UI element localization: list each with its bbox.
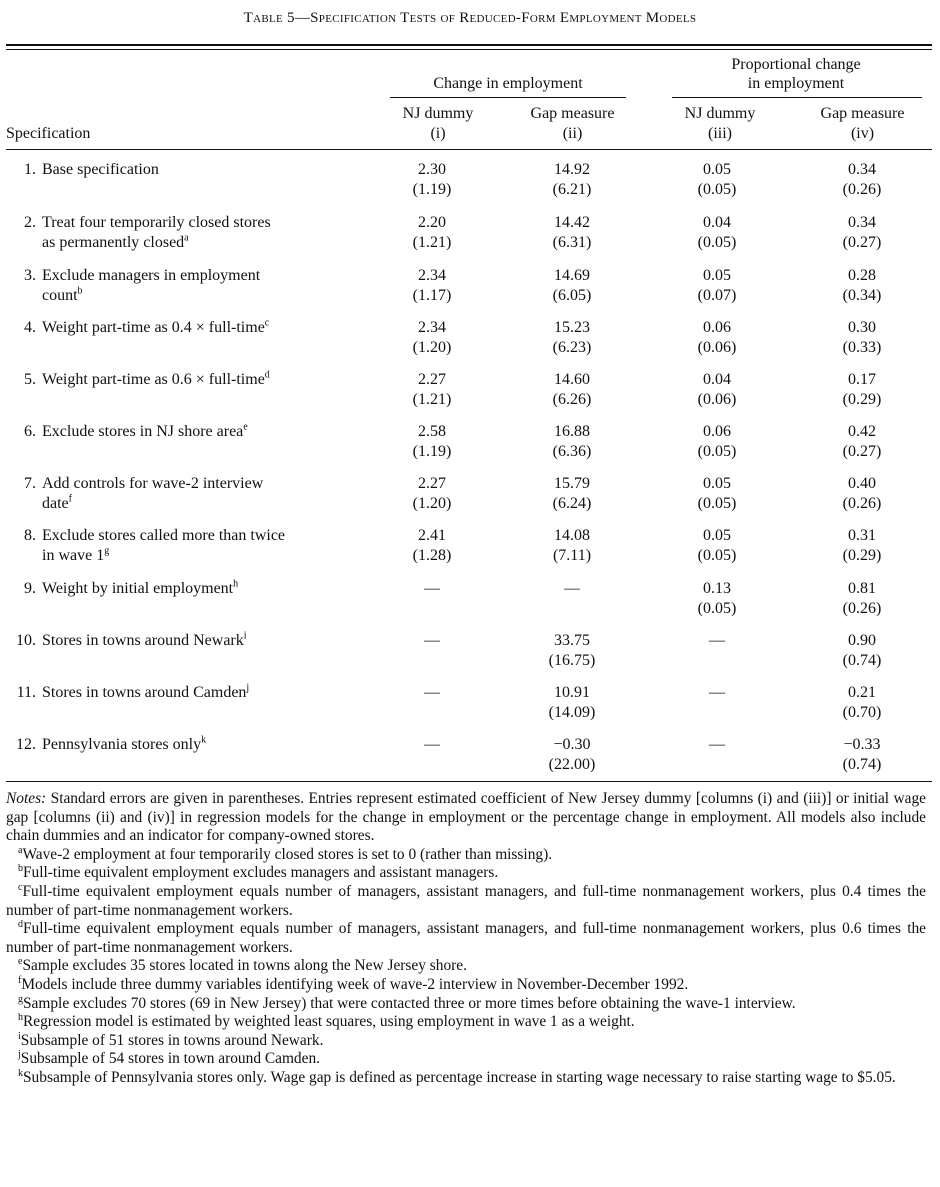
spec-text: Stores in towns around Camden bbox=[42, 684, 247, 701]
coefficient-cell: 0.34 bbox=[848, 214, 876, 231]
col-header-1-index: (i) bbox=[430, 125, 446, 142]
spec-line-1 bbox=[14, 526, 285, 546]
spec-number: 5. bbox=[24, 371, 36, 388]
spec-text-continued: in wave 1 bbox=[42, 547, 105, 564]
coefficient-cell: 14.69 bbox=[554, 267, 590, 284]
spec-text: Weight part-time as 0.4 × full-time bbox=[42, 319, 265, 336]
standard-error-cell: (0.26) bbox=[842, 181, 882, 198]
spec-text: Pennsylvania stores only bbox=[42, 736, 202, 753]
standard-error-cell: (0.26) bbox=[842, 600, 882, 617]
coefficient-cell: — bbox=[424, 632, 440, 649]
standard-error-cell: (1.17) bbox=[412, 287, 452, 304]
standard-error-cell: (6.26) bbox=[552, 391, 592, 408]
spec-text: Exclude stores called more than twice bbox=[42, 527, 286, 544]
spec-line-2 bbox=[14, 286, 260, 306]
footnote-marker: b bbox=[18, 863, 23, 875]
coefficient-cell: 2.34 bbox=[418, 267, 446, 284]
footnote-text: Full-time equivalent employment excludes managers and assistant managers. bbox=[23, 864, 499, 882]
footnote-marker: e bbox=[18, 956, 23, 968]
footnote-marker: g bbox=[104, 545, 110, 557]
col-header-4-index: (iv) bbox=[850, 125, 875, 142]
coefficient-cell: 0.06 bbox=[703, 319, 731, 336]
footnote-marker: g bbox=[18, 993, 23, 1005]
spec-line-1 bbox=[14, 474, 263, 494]
spec-cell bbox=[14, 526, 285, 566]
footnote-text: Subsample of 51 stores in towns around Newark. bbox=[20, 1031, 324, 1049]
footnote-marker: h bbox=[233, 578, 239, 590]
footnote bbox=[6, 846, 926, 865]
spec-line-1 bbox=[14, 683, 249, 703]
coefficient-cell: 0.04 bbox=[703, 371, 731, 388]
spec-cell bbox=[14, 579, 238, 599]
coefficient-cell: — bbox=[709, 632, 725, 649]
spec-cell bbox=[14, 266, 260, 306]
coefficient-cell: 0.42 bbox=[848, 423, 876, 440]
footnote-marker: a bbox=[18, 844, 23, 856]
spec-number: 4. bbox=[24, 319, 36, 336]
coefficient-cell: 2.27 bbox=[418, 475, 446, 492]
col-header-1-name: NJ dummy bbox=[402, 105, 474, 122]
coefficient-cell: 0.21 bbox=[848, 684, 876, 701]
footnote bbox=[6, 1032, 926, 1051]
spec-text: Treat four temporarily closed stores bbox=[42, 214, 271, 231]
spec-line-1 bbox=[14, 631, 247, 651]
standard-error-cell: (6.21) bbox=[552, 181, 592, 198]
coefficient-cell: 0.04 bbox=[703, 214, 731, 231]
group-header-proportional-1: Proportional change bbox=[731, 56, 861, 73]
coefficient-cell: 0.40 bbox=[848, 475, 876, 492]
standard-error-cell: (6.24) bbox=[552, 495, 592, 512]
top-rule-2 bbox=[6, 49, 932, 50]
spec-number: 2. bbox=[24, 214, 36, 231]
spec-cell bbox=[14, 474, 263, 514]
coefficient-cell: 0.05 bbox=[703, 527, 731, 544]
table-title: Table 5—Specification Tests of Reduced-Form Employment Models bbox=[243, 10, 697, 26]
spec-cell bbox=[14, 213, 271, 253]
footnote-marker: i bbox=[243, 630, 247, 642]
spec-cell bbox=[14, 735, 206, 755]
spec-number: 11. bbox=[16, 684, 36, 701]
footnote-text: Full-time equivalent employment equals number of managers, assistant managers, and full-time nonmanagement workers, plus 0.6 times the number of part-time nonmanagement workers. bbox=[6, 920, 926, 956]
coefficient-cell: 14.42 bbox=[554, 214, 590, 231]
coefficient-cell: — bbox=[424, 684, 440, 701]
standard-error-cell: (0.29) bbox=[842, 547, 882, 564]
coefficient-cell: −0.33 bbox=[843, 736, 881, 753]
footnote bbox=[6, 1050, 926, 1069]
col-header-4-name: Gap measure bbox=[820, 105, 905, 122]
table-notes bbox=[6, 790, 926, 1088]
spec-text: Exclude managers in employment bbox=[42, 267, 261, 284]
footnote bbox=[6, 883, 926, 920]
footnote bbox=[6, 976, 926, 995]
footnote bbox=[6, 957, 926, 976]
spec-text-continued: count bbox=[42, 287, 78, 304]
spec-number: 8. bbox=[24, 527, 36, 544]
spec-line-2 bbox=[14, 494, 263, 514]
spec-line-2 bbox=[14, 546, 285, 566]
coefficient-cell: 16.88 bbox=[554, 423, 590, 440]
spec-text: Base specification bbox=[42, 161, 159, 178]
standard-error-cell: (0.29) bbox=[842, 391, 882, 408]
coefficient-cell: 15.23 bbox=[554, 319, 590, 336]
spec-cell bbox=[14, 631, 247, 651]
spec-cell bbox=[14, 370, 270, 390]
coefficient-cell: 2.27 bbox=[418, 371, 446, 388]
standard-error-cell: (6.31) bbox=[552, 234, 592, 251]
group-rule-change bbox=[390, 97, 626, 98]
footnote-marker: f bbox=[68, 493, 72, 505]
standard-error-cell: (1.19) bbox=[412, 443, 452, 460]
coefficient-cell: 14.92 bbox=[554, 161, 590, 178]
standard-error-cell: (0.34) bbox=[842, 287, 882, 304]
spec-number: 1. bbox=[24, 161, 36, 178]
standard-error-cell: (0.06) bbox=[697, 391, 737, 408]
spec-text: Add controls for wave-2 interview bbox=[42, 475, 264, 492]
spec-text-continued: date bbox=[42, 495, 69, 512]
coefficient-cell: 2.58 bbox=[418, 423, 446, 440]
spec-line-2 bbox=[14, 233, 271, 253]
footnote bbox=[6, 995, 926, 1014]
coefficient-cell: 2.30 bbox=[418, 161, 446, 178]
footnote-marker: f bbox=[18, 974, 22, 986]
footnote bbox=[6, 864, 926, 883]
spec-number: 6. bbox=[24, 423, 36, 440]
coefficient-cell: 2.34 bbox=[418, 319, 446, 336]
coefficient-cell: 2.20 bbox=[418, 214, 446, 231]
standard-error-cell: (1.19) bbox=[412, 181, 452, 198]
footnote-text: Subsample of 54 stores in town around Camden. bbox=[20, 1050, 321, 1068]
standard-error-cell: (0.74) bbox=[842, 652, 882, 669]
spec-number: 3. bbox=[24, 267, 36, 284]
coefficient-cell: 14.08 bbox=[554, 527, 590, 544]
standard-error-cell: (7.11) bbox=[552, 547, 592, 564]
coefficient-cell: 0.30 bbox=[848, 319, 876, 336]
coefficient-cell: 33.75 bbox=[554, 632, 590, 649]
footnote-marker: i bbox=[18, 1030, 21, 1042]
spec-line-1 bbox=[14, 213, 271, 233]
coefficient-cell: 10.91 bbox=[554, 684, 590, 701]
standard-error-cell: (6.23) bbox=[552, 339, 592, 356]
coefficient-cell: 15.79 bbox=[554, 475, 590, 492]
footnote-marker: k bbox=[18, 1067, 23, 1079]
standard-error-cell: (0.33) bbox=[842, 339, 882, 356]
standard-error-cell: (22.00) bbox=[548, 756, 596, 773]
col-header-3-index: (iii) bbox=[708, 125, 732, 142]
footnote-marker: j bbox=[18, 1049, 21, 1061]
footnote-marker: a bbox=[184, 232, 189, 244]
footnote-text: Subsample of Pennsylvania stores only. Wage gap is defined as percentage increase in starting wage necessary to raise starting wage to $5.05. bbox=[23, 1068, 896, 1086]
spec-cell bbox=[14, 683, 249, 703]
spec-line-1 bbox=[14, 266, 260, 286]
standard-error-cell: (14.09) bbox=[548, 704, 596, 721]
top-rule bbox=[6, 44, 932, 46]
coefficient-cell: 0.31 bbox=[848, 527, 876, 544]
standard-error-cell: (16.75) bbox=[548, 652, 596, 669]
coefficient-cell: 0.05 bbox=[703, 267, 731, 284]
notes-lead: Notes: bbox=[6, 790, 47, 807]
standard-error-cell: (1.21) bbox=[412, 391, 452, 408]
spec-number: 12. bbox=[16, 736, 36, 753]
standard-error-cell: (0.74) bbox=[842, 756, 882, 773]
footnote-marker: j bbox=[246, 682, 250, 694]
footnote-marker: e bbox=[243, 421, 248, 433]
footnotes-list bbox=[6, 846, 926, 1088]
footnote-text: Regression model is estimated by weighted least squares, using employment in wave 1 as a weight. bbox=[23, 1013, 635, 1031]
spec-line-1 bbox=[14, 735, 206, 755]
coefficient-cell: 0.90 bbox=[848, 632, 876, 649]
notes-main-text: Standard errors are given in parentheses. Entries represent estimated coefficient of New Jersey dummy [columns (i) and (iii)] or initial wage gap [columns (ii) and (iv)] in regression models for the change in employment or the percentage change in employment. All models also include chain dummies and an indicator for company-owned stores. bbox=[6, 790, 926, 845]
standard-error-cell: (0.05) bbox=[697, 181, 737, 198]
spec-number: 7. bbox=[24, 475, 36, 492]
spec-text: Weight part-time as 0.6 × full-time bbox=[42, 371, 265, 388]
group-rule-proportional bbox=[672, 97, 922, 98]
spec-number: 9. bbox=[24, 580, 36, 597]
spec-cell bbox=[14, 422, 248, 442]
standard-error-cell: (0.26) bbox=[842, 495, 882, 512]
spec-text-continued: as permanently closed bbox=[42, 234, 185, 251]
coefficient-cell: — bbox=[424, 736, 440, 753]
col-header-3-name: NJ dummy bbox=[684, 105, 756, 122]
spec-line-1 bbox=[14, 160, 159, 180]
coefficient-cell: 0.28 bbox=[848, 267, 876, 284]
spec-cell bbox=[14, 160, 159, 180]
footnote-marker: k bbox=[201, 734, 207, 746]
standard-error-cell: (1.28) bbox=[412, 547, 452, 564]
spec-header: Specification bbox=[6, 125, 91, 142]
standard-error-cell: (0.70) bbox=[842, 704, 882, 721]
standard-error-cell: (0.05) bbox=[697, 547, 737, 564]
footnote-text: Full-time equivalent employment equals number of managers, assistant managers, and full-time nonmanagement workers, plus 0.4 times the number of part-time nonmanagement workers. bbox=[6, 882, 926, 919]
spec-text: Stores in towns around Newark bbox=[42, 632, 244, 649]
footnote-marker: d bbox=[264, 369, 270, 381]
coefficient-cell: 0.13 bbox=[703, 580, 731, 597]
coefficient-cell: 2.41 bbox=[418, 527, 446, 544]
coefficient-cell: 0.06 bbox=[703, 423, 731, 440]
standard-error-cell: (1.21) bbox=[412, 234, 452, 251]
footnote-marker: b bbox=[77, 285, 83, 297]
coefficient-cell: 0.17 bbox=[848, 371, 876, 388]
standard-error-cell: (0.05) bbox=[697, 600, 737, 617]
footnote-text: Wave-2 employment at four temporarily closed stores is set to 0 (rather than missing). bbox=[22, 845, 553, 863]
coefficient-cell: 14.60 bbox=[554, 371, 590, 388]
standard-error-cell: (0.05) bbox=[697, 495, 737, 512]
spec-line-1 bbox=[14, 370, 270, 390]
standard-error-cell: (6.36) bbox=[552, 443, 592, 460]
standard-error-cell: (6.05) bbox=[552, 287, 592, 304]
footnote bbox=[6, 920, 926, 957]
coefficient-cell: — bbox=[709, 684, 725, 701]
coefficient-cell: −0.30 bbox=[553, 736, 591, 753]
group-header-proportional-2: in employment bbox=[747, 75, 845, 92]
footnote-marker: c bbox=[264, 317, 270, 329]
bottom-rule bbox=[6, 781, 932, 782]
coefficient-cell: 0.05 bbox=[703, 161, 731, 178]
footnote bbox=[6, 1013, 926, 1032]
standard-error-cell: (0.06) bbox=[697, 339, 737, 356]
spec-number: 10. bbox=[16, 632, 36, 649]
footnote-marker: c bbox=[18, 881, 23, 893]
footnote-text: Sample excludes 70 stores (69 in New Jersey) that were contacted three or more times before obtaining the wave-1 interview. bbox=[23, 994, 796, 1012]
spec-line-1 bbox=[14, 579, 238, 599]
header-rule bbox=[6, 149, 932, 150]
notes-main bbox=[6, 790, 926, 846]
standard-error-cell: (1.20) bbox=[412, 495, 452, 512]
footnote bbox=[6, 1069, 926, 1088]
standard-error-cell: (0.27) bbox=[842, 443, 882, 460]
standard-error-cell: (0.05) bbox=[697, 443, 737, 460]
coefficient-cell: 0.81 bbox=[848, 580, 876, 597]
standard-error-cell: (0.05) bbox=[697, 234, 737, 251]
col-header-2-index: (ii) bbox=[562, 125, 583, 142]
spec-line-1 bbox=[14, 318, 269, 338]
coefficient-cell: — bbox=[424, 580, 440, 597]
coefficient-cell: — bbox=[709, 736, 725, 753]
spec-cell bbox=[14, 318, 269, 338]
footnote-text: Sample excludes 35 stores located in towns along the New Jersey shore. bbox=[22, 957, 467, 975]
spec-text: Weight by initial employment bbox=[42, 580, 234, 597]
coefficient-cell: 0.05 bbox=[703, 475, 731, 492]
footnote-text: Models include three dummy variables identifying week of wave-2 interview in November-December 1992. bbox=[21, 975, 689, 993]
coefficient-cell: — bbox=[564, 580, 580, 597]
group-header-change: Change in employment bbox=[433, 75, 583, 92]
standard-error-cell: (0.27) bbox=[842, 234, 882, 251]
standard-error-cell: (1.20) bbox=[412, 339, 452, 356]
spec-text: Exclude stores in NJ shore area bbox=[42, 423, 244, 440]
footnote-marker: h bbox=[18, 1012, 23, 1023]
footnote-marker: d bbox=[18, 919, 23, 931]
col-header-2-name: Gap measure bbox=[530, 105, 615, 122]
coefficient-cell: 0.34 bbox=[848, 161, 876, 178]
standard-error-cell: (0.07) bbox=[697, 287, 737, 304]
spec-line-1 bbox=[14, 422, 248, 442]
